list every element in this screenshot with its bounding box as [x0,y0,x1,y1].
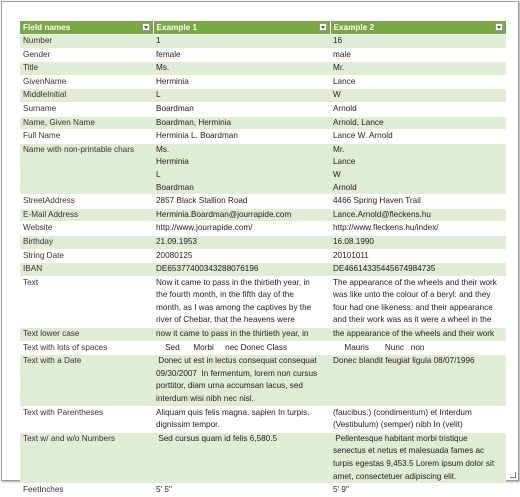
cell-text-line: 5' 9" [333,485,349,495]
field-name-cell[interactable]: Text with Parentheses [20,406,153,432]
cell-text-line: (Vestibulum) (semper) nibh In (velit) [333,420,463,430]
table-resize-handle-icon[interactable] [510,472,516,478]
cell-text-line: Mr. [333,63,345,73]
field-name-cell[interactable]: E-Mail Address [20,208,153,222]
example-1-cell[interactable] [153,35,330,49]
cell-text-line: and their work was as it were a wheel in the [333,315,492,325]
example-2-cell[interactable] [330,406,506,432]
example-2-cell[interactable] [330,341,506,355]
table-row [20,341,506,355]
field-name-cell[interactable]: Birthday [20,235,153,249]
example-2-cell[interactable] [330,116,506,130]
cell-text-line: now it came to pass in the thirtieth year, in [156,329,309,339]
table-row [20,130,506,144]
field-name-cell[interactable]: Website [20,222,153,236]
field-name-cell[interactable]: Gender [20,48,153,62]
filter-dropdown-icon[interactable] [495,23,503,31]
table-row [20,195,506,209]
example-2-cell[interactable] [330,62,506,76]
table-row [20,276,506,327]
cell-text-line: Lance [333,76,356,86]
cell-text-line: W [333,169,341,179]
table-row [20,432,506,483]
field-name-cell[interactable]: StreetAddress [20,195,153,209]
cell-text-line: 16 [333,36,343,45]
example-1-cell[interactable] [153,432,330,483]
field-name-cell[interactable]: Name with non-printable chars [20,143,153,194]
cell-text-line: turpis egestas 9,453.5 Lorem ipsum dolor sit [333,459,495,468]
table-row [20,355,506,406]
example-1-cell[interactable] [153,143,330,194]
table-row [20,48,506,62]
cell-text-line: http://www.fleckens.hu/index/ [333,223,439,233]
data-table-sheet [20,21,506,497]
cell-text-line: Ms. [156,144,170,154]
example-1-cell[interactable] [153,263,330,277]
example-2-cell[interactable] [330,235,506,249]
cell-text-line: Boardman, Herminia [156,117,232,127]
cell-text-line: Arnold, Lance [333,117,384,127]
cell-text-line: L [156,169,161,179]
table-row [20,249,506,263]
filter-dropdown-icon[interactable] [142,23,150,31]
table-row [20,222,506,236]
cell-text-line: Ms. [156,63,170,73]
example-2-cell[interactable] [330,276,506,327]
table-row [20,208,506,222]
field-name-cell[interactable]: Text w/ and w/o Numbers [20,432,153,483]
field-name-cell[interactable]: MiddleInitial [20,89,153,103]
cell-text-line: 1 [156,36,161,45]
field-name-cell[interactable]: String Date [20,249,153,263]
example-1-cell[interactable] [153,116,330,130]
table-row [20,116,506,130]
example-1-cell[interactable] [153,276,330,327]
cell-text-line: W [333,90,341,100]
example-2-cell[interactable] [330,143,506,194]
table-row [20,102,506,116]
cell-text-line: 2857 Black Stallion Road [156,196,248,206]
cell-text-line: Donec blandit feugiat ligula 08/07/1996 [333,356,475,366]
cell-text-line: Arnold [333,182,357,192]
cell-text-line: Mauris Nunc non [333,342,425,352]
cell-text-line: porttitor, diam urna accumsan lacus, sed [156,381,303,391]
screenshot-frame [1,1,519,495]
example-1-cell[interactable] [153,102,330,116]
cell-text-line: Aliquam quis felis magna. sapien In turpis. [156,407,310,417]
field-name-cell[interactable]: Number [20,35,153,49]
cell-text-line: DE46614335445674984735 [333,264,436,274]
data-table [20,21,507,497]
cell-text-line: Herminia [156,157,189,167]
table-row [20,484,506,497]
cell-text-line: the appearance of the wheels and their work [333,329,495,339]
example-2-cell[interactable] [330,263,506,277]
example-2-cell[interactable] [330,222,506,236]
field-name-cell[interactable]: Surname [20,102,153,116]
table-row [20,328,506,342]
example-2-cell[interactable] [330,484,506,497]
table-row [20,143,506,194]
cell-text-line: amet, consectetuer adipiscing elit. [333,471,457,481]
field-name-cell[interactable]: Full Name [20,130,153,144]
example-1-cell[interactable] [153,249,330,263]
cell-text-line: Sed cursus quam id felis 6,580.5 [156,433,278,443]
cell-text-line: Herminia [156,76,189,86]
table-row [20,62,506,76]
example-1-cell[interactable] [153,75,330,89]
cell-text-line: dignissim tempor. [156,420,220,430]
cell-text-line: the fourth month, in the fifth day of the [156,290,294,300]
example-1-cell[interactable] [153,355,330,406]
field-name-cell[interactable]: Name, Given Name [20,116,153,130]
cell-text-line: four had one likeness: and their appearance [333,302,493,312]
example-1-cell[interactable] [153,222,330,236]
column-header-field-names[interactable] [20,21,153,35]
field-name-cell[interactable]: Text with lots of spaces [20,341,153,355]
example-1-cell[interactable] [153,341,330,355]
example-1-cell[interactable] [153,195,330,209]
cell-text-line: Lance W. Arnold [333,131,393,141]
cell-text-line: Arnold [333,103,357,113]
cell-text-line: interdum wisi nibh nec nisl. [156,394,254,404]
cell-text-line: river of Chebar, that the heavens were [156,315,295,325]
example-2-cell[interactable] [330,48,506,62]
cell-text-line: 5' 5" [156,485,172,495]
cell-text-line: Lance [333,157,356,167]
cell-text-line: male [333,49,351,59]
table-row [20,35,506,49]
cell-text-line: senectus et netus et malesuada fames ac [333,446,485,456]
example-1-cell[interactable] [153,208,330,222]
example-2-cell[interactable] [330,355,506,406]
cell-text-line: The appearance of the wheels and their work [333,277,497,287]
cell-text-line: 21.09.1953 [156,236,197,246]
column-header-example-2[interactable] [330,21,506,35]
cell-text-line: http://www.jourrapide.com/ [156,223,253,233]
cell-text-line: was like unto the colour of a beryl: and they [333,290,491,300]
cell-text-line: Lance.Arnold@fleckens.hu [333,209,431,219]
column-header-example-1[interactable] [153,21,330,35]
column-header-label: Example 2 [333,23,375,32]
cell-text-line: 20101011 [333,250,369,260]
example-1-cell[interactable] [153,62,330,76]
cell-text-line: Herminia.Boardman@jourrapide.com [156,209,292,219]
table-row [20,235,506,249]
cell-text-line: (faucibus.) (condimentum) et Interdum [333,407,472,417]
field-name-cell[interactable]: IBAN [20,263,153,277]
example-2-cell[interactable] [330,208,506,222]
example-2-cell[interactable] [330,130,506,144]
cell-text-line: Herminia L. Boardman [156,131,238,141]
field-name-cell[interactable]: Text with a Date [20,355,153,406]
field-name-cell[interactable]: GivenName [20,75,153,89]
column-header-label: Example 1 [156,23,198,32]
example-2-cell[interactable] [330,89,506,103]
example-1-cell[interactable] [153,235,330,249]
example-1-cell[interactable] [153,328,330,342]
field-name-cell[interactable]: Text lower case [20,328,153,342]
cell-text-line: Boardman [156,182,194,192]
example-2-cell[interactable] [330,195,506,209]
cell-text-line: Mr. [333,144,345,154]
cell-text-line: 4466 Spring Haven Trail [333,196,421,206]
cell-text-line: month, as I was among the captives by the [156,302,312,312]
table-row [20,89,506,103]
cell-text-line: 20080125 [156,250,193,260]
table-row [20,75,506,89]
table-row [20,406,506,432]
cell-text-line: DE65377400343288076196 [156,264,259,274]
example-1-cell[interactable] [153,484,330,497]
example-2-cell[interactable] [330,35,506,49]
header-row [20,21,506,35]
cell-text-line: 16.08.1990 [333,236,374,246]
cell-text-line: Sed Morbi nec Donec Class [156,342,288,352]
table-row [20,263,506,277]
column-header-label: Field names [23,23,71,32]
example-2-cell[interactable] [330,432,506,483]
field-name-cell[interactable]: Title [20,62,153,76]
example-1-cell[interactable] [153,406,330,432]
cell-text-line: Donec ut est in lectus consequat consequat [156,356,317,366]
cell-text-line: L [156,90,161,100]
example-2-cell[interactable] [330,328,506,342]
cell-text-line: 09/30/2007 In fermentum, lorem non cursus [156,368,318,378]
cell-text-line: female [156,49,181,59]
cell-text-line: Pellentesque habitant morbi tristique [333,433,468,443]
example-2-cell[interactable] [330,249,506,263]
example-1-cell[interactable] [153,130,330,144]
field-name-cell[interactable]: FeetInches [20,484,153,497]
example-2-cell[interactable] [330,102,506,116]
example-1-cell[interactable] [153,89,330,103]
cell-text-line: Now it came to pass in the thirtieth year, in [156,277,310,287]
field-name-cell[interactable]: Text [20,276,153,327]
filter-dropdown-icon[interactable] [319,23,327,31]
example-1-cell[interactable] [153,48,330,62]
cell-text-line: Boardman [156,103,194,113]
example-2-cell[interactable] [330,75,506,89]
